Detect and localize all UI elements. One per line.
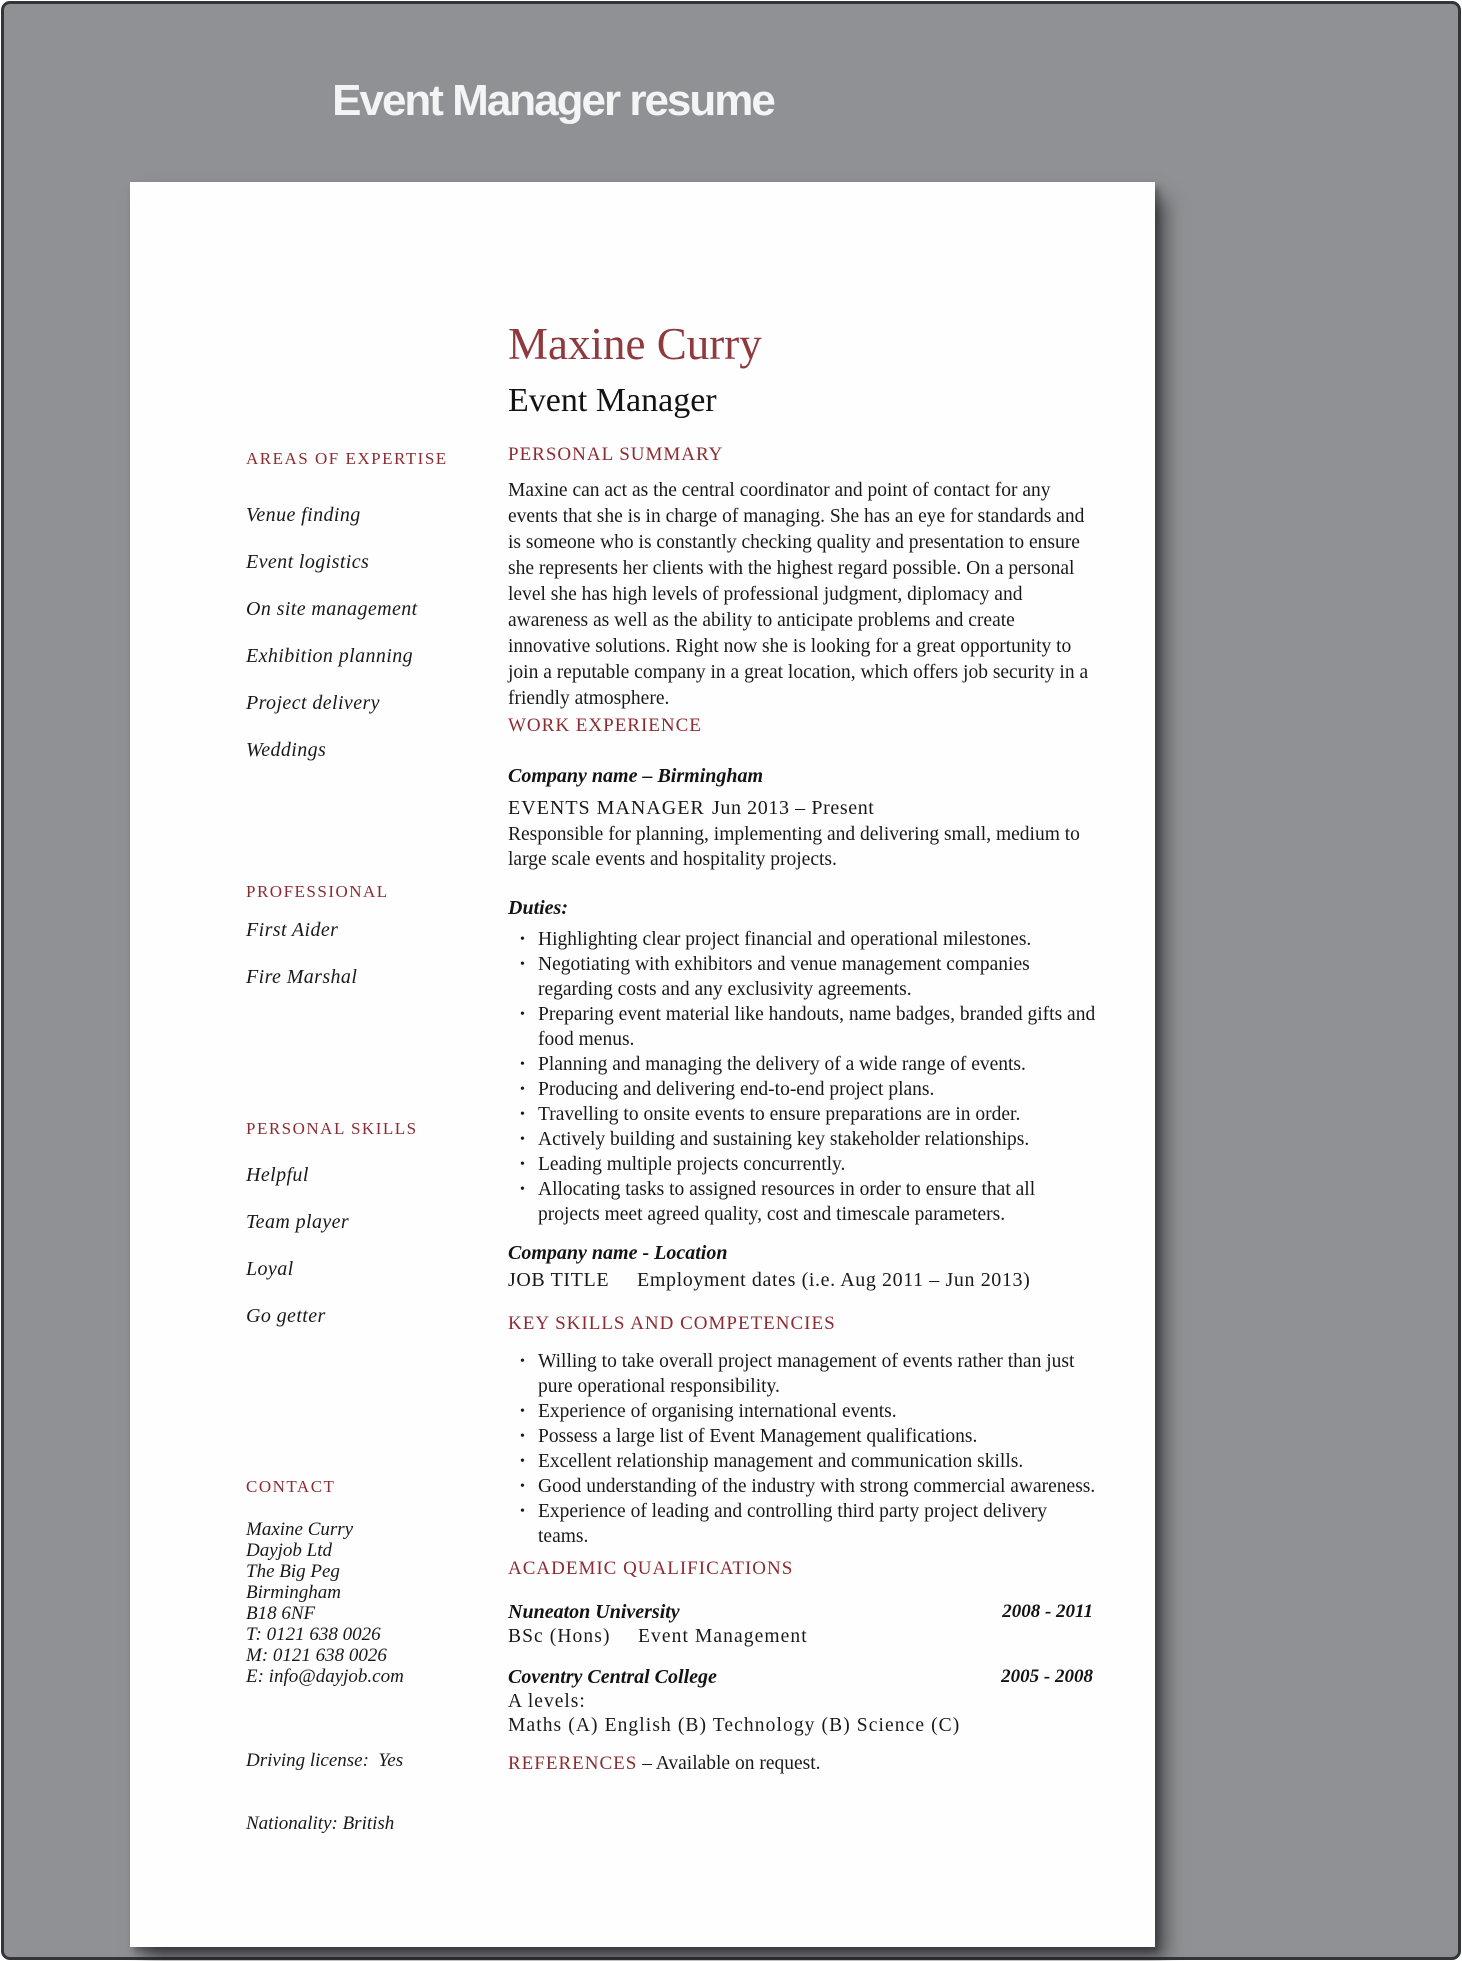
- personal-skill-item: Go getter: [246, 1305, 326, 1327]
- expertise-item: Exhibition planning: [246, 645, 414, 667]
- contact-heading: CONTACT: [246, 1477, 336, 1496]
- degree-subject: Event Management: [638, 1626, 808, 1647]
- job-title-line-2: [508, 1269, 1096, 1292]
- alevels-grades: Maths (A) English (B) Technology (B) Science (C): [508, 1715, 961, 1736]
- degree-line: [508, 1626, 1096, 1648]
- expertise-item: On site management: [246, 598, 418, 620]
- skill-item: • Possess a large list of Event Management qualifications.: [508, 1424, 1100, 1449]
- contact-extra-block: [246, 1708, 403, 1876]
- company-name-2: Company name - Location: [508, 1242, 728, 1264]
- personal-skills-heading: PERSONAL SKILLS: [246, 1119, 418, 1138]
- personal-skills-list: [246, 1164, 349, 1352]
- key-skills-heading: KEY SKILLS AND COMPETENCIES: [508, 1313, 836, 1334]
- qualification-row-2: [508, 1666, 1093, 1689]
- skill-item: • Experience of organising international events.: [508, 1399, 1100, 1424]
- driving-license-line: Driving license: Yes: [246, 1750, 404, 1771]
- work-experience-heading: WORK EXPERIENCE: [508, 715, 702, 736]
- personal-skill-item: Helpful: [246, 1164, 309, 1186]
- personal-summary-text: Maxine can act as the central coordinator and point of contact for any events that she is in charge of managing. She has an eye for standards and is someone who is constantly checking quality and presentation to ensure she represents her clients with the highest regard possible. On a personal level she has high levels of professional judgment, diplomacy and awareness as well as the ability to anticipate problems and create innovative solutions. Right now she is looking for a great opportunity to join a reputable company in a great location, which offers job security in a friendly atmosphere.: [508, 480, 1089, 709]
- job-title-1: EVENTS MANAGER: [508, 797, 705, 819]
- duties-label: Duties:: [508, 897, 568, 919]
- skill-item: • Excellent relationship management and communication skills.: [508, 1449, 1100, 1474]
- professional-item: Fire Marshal: [246, 966, 358, 988]
- job-dates-2: Employment dates (i.e. Aug 2011 – Jun 2013): [637, 1269, 1031, 1291]
- duty-item: • Actively building and sustaining key stakeholder relationships.: [508, 1127, 1100, 1152]
- key-skills-list: [508, 1349, 1100, 1549]
- personal-skill-item: Loyal: [246, 1258, 294, 1280]
- duties-list: [508, 927, 1100, 1227]
- duty-item: • Planning and managing the delivery of a wide range of events.: [508, 1052, 1100, 1077]
- degree-type: BSc (Hons): [508, 1626, 611, 1647]
- school-dates-1: 2008 - 2011: [1002, 1601, 1093, 1622]
- contact-phone: T: 0121 638 0026: [246, 1624, 381, 1645]
- company-name-1: Company name – Birmingham: [508, 765, 764, 787]
- personal-skill-item: Team player: [246, 1211, 350, 1233]
- candidate-name: Maxine Curry: [508, 319, 762, 369]
- expertise-item: Event logistics: [246, 551, 370, 573]
- job-title-line-1: [508, 797, 1096, 820]
- references-text: – Available on request.: [637, 1753, 821, 1774]
- resume-page: [130, 182, 1155, 1947]
- contact-email: E: info@dayjob.com: [246, 1666, 404, 1687]
- school-dates-2: 2005 - 2008: [1001, 1666, 1093, 1687]
- duty-item: • Negotiating with exhibitors and venue management companies regarding costs and any exclusivity agreements.: [508, 952, 1100, 1002]
- contact-line: B18 6NF: [246, 1603, 316, 1624]
- nationality-line: Nationality: British: [246, 1813, 395, 1834]
- contact-line: The Big Peg: [246, 1561, 340, 1582]
- personal-summary-heading: PERSONAL SUMMARY: [508, 444, 724, 465]
- contact-mobile: M: 0121 638 0026: [246, 1645, 387, 1666]
- contact-line: Birmingham: [246, 1582, 341, 1603]
- professional-list: [246, 919, 357, 1013]
- duty-item: • Leading multiple projects concurrently.: [508, 1152, 1100, 1177]
- page-title: Event Manager resume: [332, 76, 774, 125]
- professional-heading: PROFESSIONAL: [246, 882, 389, 901]
- contact-line: Dayjob Ltd: [246, 1540, 333, 1561]
- references-label: REFERENCES: [508, 1753, 638, 1774]
- duty-item: • Allocating tasks to assigned resources in order to ensure that all projects meet agreed quality, cost and timescale parameters.: [508, 1177, 1100, 1227]
- expertise-list: [246, 504, 418, 786]
- references-line: [508, 1753, 1096, 1775]
- expertise-item: Project delivery: [246, 692, 380, 714]
- skill-item: • Good understanding of the industry with strong commercial awareness.: [508, 1474, 1100, 1499]
- expertise-item: Venue finding: [246, 504, 361, 526]
- contact-address-block: [246, 1519, 404, 1687]
- contact-line: Maxine Curry: [246, 1519, 354, 1540]
- qualification-row-1: [508, 1601, 1093, 1624]
- duty-item: • Travelling to onsite events to ensure preparations are in order.: [508, 1102, 1100, 1127]
- job-title-2: JOB TITLE: [508, 1269, 610, 1291]
- skill-item: • Willing to take overall project management of events rather than just pure operational responsibility.: [508, 1349, 1100, 1399]
- skill-item: • Experience of leading and controlling third party project delivery teams.: [508, 1499, 1100, 1549]
- expertise-item: Weddings: [246, 739, 327, 761]
- academic-qualifications-heading: ACADEMIC QUALIFICATIONS: [508, 1558, 794, 1579]
- job-description-1: Responsible for planning, implementing and delivering small, medium to large scale events and hospitality projects.: [508, 824, 1080, 870]
- duty-item: • Preparing event material like handouts, name badges, branded gifts and food menus.: [508, 1002, 1100, 1052]
- candidate-role: Event Manager: [508, 382, 717, 419]
- duty-item: • Highlighting clear project financial and operational milestones.: [508, 927, 1100, 952]
- expertise-heading: AREAS OF EXPERTISE: [246, 449, 448, 468]
- school-name-2: Coventry Central College: [508, 1666, 717, 1688]
- professional-item: First Aider: [246, 919, 339, 941]
- school-name-1: Nuneaton University: [508, 1601, 680, 1623]
- job-dates-1: Jun 2013 – Present: [712, 797, 875, 819]
- alevels-label: A levels:: [508, 1691, 586, 1712]
- duty-item: • Producing and delivering end-to-end project plans.: [508, 1077, 1100, 1102]
